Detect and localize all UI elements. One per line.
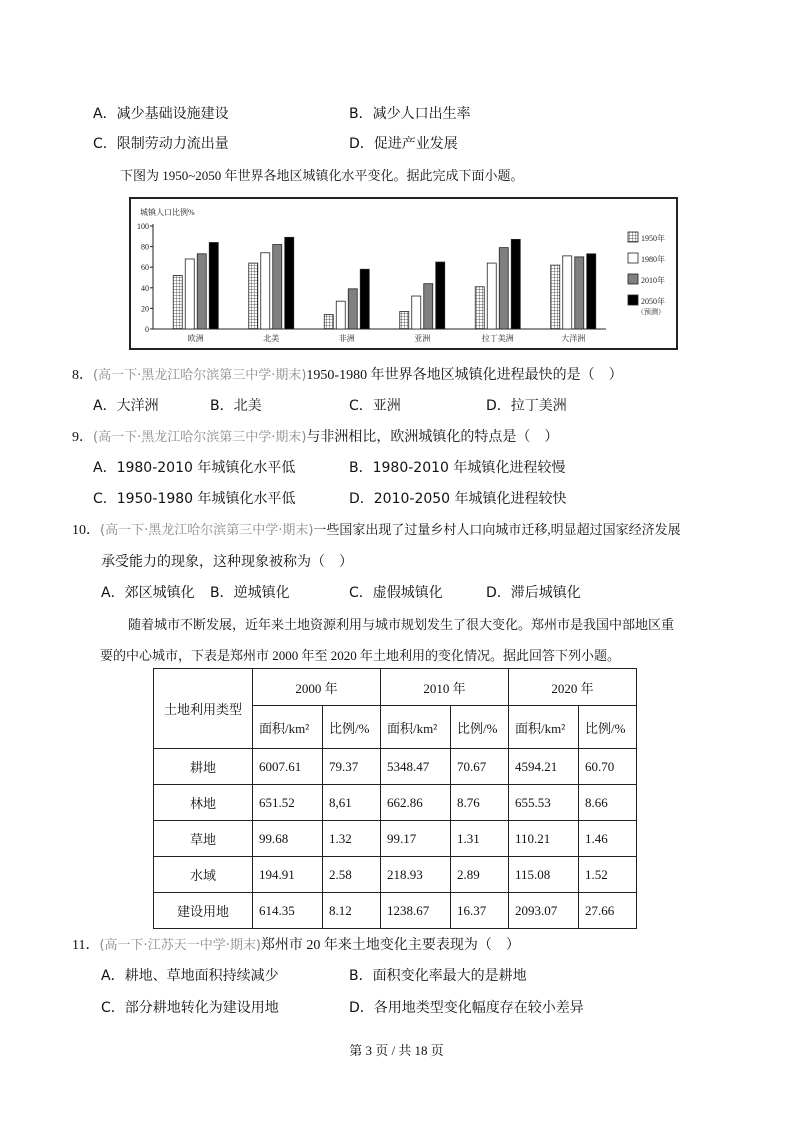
- bar: [551, 265, 560, 329]
- chart-intro: 下图为 1950~2050 年世界各地区城镇化水平变化。据此完成下面小题。: [120, 168, 524, 183]
- legend-label-note: （预测）: [637, 308, 665, 316]
- bar: [273, 245, 282, 329]
- q11-option-a: A．耕地、草地面积持续减少: [101, 968, 279, 984]
- bar: [487, 263, 496, 329]
- q7-option-b: B．减少人口出生率: [349, 106, 471, 122]
- question-11: [72, 934, 520, 954]
- table-cell: 651.52: [253, 785, 323, 821]
- table-cell: 8.12: [323, 893, 381, 929]
- y-tick-label: 40: [141, 283, 149, 293]
- table-cell: 5348.47: [381, 749, 451, 785]
- question-10: [72, 519, 681, 539]
- y-tick-label: 100: [137, 222, 149, 231]
- table-cell: 8.76: [451, 785, 509, 821]
- q8-number: 8．: [72, 368, 93, 383]
- passage-line-2: 要的中心城市，下表是郑州市 2000 年至 2020 年土地利用的变化情况。据此回答下列小题。: [100, 648, 621, 663]
- q9-text: 与非洲相比，欧洲城镇化的特点是（ ）: [306, 430, 559, 445]
- table-cell: 115.08: [509, 857, 579, 893]
- table-cell: 70.67: [451, 749, 509, 785]
- table-area-header: 面积/km²: [381, 706, 451, 749]
- table-cell: 8,61: [323, 785, 381, 821]
- q10-option-d: D．滞后城镇化: [486, 585, 581, 601]
- page-footer: 第 3 页 / 共 18 页: [349, 1043, 444, 1058]
- table-cell: 110.21: [509, 821, 579, 857]
- bar: [412, 296, 421, 329]
- bar: [511, 239, 520, 329]
- bar: [424, 284, 433, 329]
- q9-option-d: D．2010-2050 年城镇化进程较快: [349, 491, 567, 507]
- x-tick-label: 北美: [263, 334, 280, 343]
- legend-swatch: [628, 295, 638, 305]
- q9-number: 9．: [72, 430, 93, 445]
- table-ratio-header: 比例/%: [451, 706, 509, 749]
- q9-option-c: C．1950-1980 年城镇化水平低: [93, 491, 296, 507]
- legend-swatch: [628, 232, 638, 242]
- legend-swatch: [628, 253, 638, 263]
- bar: [209, 242, 218, 329]
- table-cell: 1.52: [579, 857, 637, 893]
- x-tick-label: 亚洲: [414, 334, 431, 343]
- bar: [249, 263, 258, 329]
- table-cell: 16.37: [451, 893, 509, 929]
- table-cell: 662.86: [381, 785, 451, 821]
- q10-source: (高一下·黑龙江哈尔滨第三中学·期末): [100, 523, 314, 538]
- bar: [285, 237, 294, 329]
- q8-option-d: D．拉丁美洲: [486, 398, 567, 414]
- table-cell: 99.68: [253, 821, 323, 857]
- q10-option-a: A．郊区城镇化: [101, 585, 195, 601]
- q11-text: 郑州市 20 年来土地变化主要表现为（ ）: [260, 938, 520, 953]
- q10-number: 10．: [72, 523, 100, 538]
- table-cell: 2093.07: [509, 893, 579, 929]
- legend-label: 1980年: [641, 255, 665, 264]
- q8-source: (高一下·黑龙江哈尔滨第三中学·期末): [93, 368, 307, 383]
- table-row: [154, 749, 637, 785]
- table-cell-type: 林地: [154, 785, 253, 821]
- table-ratio-header: 比例/%: [579, 706, 637, 749]
- legend-swatch: [628, 274, 638, 284]
- question-9: [72, 426, 558, 446]
- q10-text-1: 一些国家出现了过量乡村人口向城市迁移,明显超过国家经济发展: [313, 522, 681, 537]
- table-area-header: 面积/km²: [509, 706, 579, 749]
- table-cell: 218.93: [381, 857, 451, 893]
- table-cell-type: 耕地: [154, 749, 253, 785]
- x-tick-label: 非洲: [338, 334, 355, 343]
- legend-label: 2050年: [641, 297, 665, 306]
- table-cell: 194.91: [253, 857, 323, 893]
- table-cell: 6007.61: [253, 749, 323, 785]
- y-tick-label: 0: [145, 325, 149, 334]
- q9-source: (高一下·黑龙江哈尔滨第三中学·期末): [93, 430, 307, 445]
- table-row: [154, 785, 637, 821]
- passage-line-1: 随着城市不断发展，近年来土地资源利用与城市规划发生了很大变化。郑州市是我国中部地区重: [128, 617, 675, 632]
- bar: [575, 257, 584, 329]
- q11-option-c: C．部分耕地转化为建设用地: [101, 1000, 279, 1016]
- bar: [499, 248, 508, 329]
- q7-option-a: A．减少基础设施建设: [93, 106, 229, 122]
- x-tick-label: 欧洲: [187, 334, 204, 343]
- bar: [336, 301, 345, 329]
- table-year-header: 2010 年: [381, 669, 509, 706]
- bar-chart-svg: [131, 199, 676, 348]
- y-tick-label: 60: [141, 263, 149, 273]
- legend-label: 2010年: [641, 276, 665, 285]
- bar: [185, 259, 194, 329]
- table-year-header: 2000 年: [253, 669, 381, 706]
- bar: [475, 287, 484, 329]
- urbanization-chart: [129, 197, 678, 350]
- table-cell-type: 水域: [154, 857, 253, 893]
- q11-option-d: D．各用地类型变化幅度存在较小差异: [349, 1000, 584, 1016]
- table-type-header: 土地利用类型: [154, 669, 253, 749]
- q11-source: (高一下·江苏天一中学·期末): [99, 938, 261, 953]
- q8-option-b: B．北美: [210, 398, 262, 414]
- bar: [348, 289, 357, 329]
- q10-option-c: C．虚假城镇化: [349, 585, 443, 601]
- bar: [173, 275, 182, 329]
- legend-label: 1950年: [641, 234, 665, 243]
- land-use-table: [153, 668, 637, 929]
- table-cell: 2.58: [323, 857, 381, 893]
- x-tick-label: 拉丁美洲: [481, 334, 514, 343]
- x-tick-label: 大洋洲: [561, 334, 586, 343]
- table-cell: 614.35: [253, 893, 323, 929]
- table-year-header: 2020 年: [509, 669, 637, 706]
- table-cell: 1.32: [323, 821, 381, 857]
- table-cell: 60.70: [579, 749, 637, 785]
- q10-text-2: 承受能力的现象，这种现象被称为（ ）: [101, 555, 353, 570]
- q8-option-a: A．大洋洲: [93, 398, 159, 414]
- bar: [400, 311, 409, 329]
- bar: [563, 256, 572, 329]
- bar: [261, 253, 270, 329]
- table-cell: 79.37: [323, 749, 381, 785]
- y-tick-label: 20: [141, 304, 149, 314]
- table-cell: 27.66: [579, 893, 637, 929]
- table-header-row: [154, 669, 637, 706]
- q8-text: 1950-1980 年世界各地区城镇化进程最快的是（ ）: [306, 368, 623, 383]
- y-tick-label: 80: [141, 242, 149, 252]
- table-cell-type: 建设用地: [154, 893, 253, 929]
- chart-ylabel: 城镇人口比例%: [140, 208, 195, 217]
- table-area-header: 面积/km²: [253, 706, 323, 749]
- table-cell: 1238.67: [381, 893, 451, 929]
- question-8: [72, 364, 623, 384]
- q11-number: 11．: [72, 938, 100, 953]
- q9-option-b: B．1980-2010 年城镇化进程较慢: [349, 460, 566, 476]
- table-cell: 99.17: [381, 821, 451, 857]
- table-row: [154, 821, 637, 857]
- table-cell: 1.46: [579, 821, 637, 857]
- q7-option-d: D．促进产业发展: [349, 136, 458, 152]
- table-cell-type: 草地: [154, 821, 253, 857]
- table-row: [154, 857, 637, 893]
- bar: [324, 315, 333, 329]
- q8-option-c: C．亚洲: [349, 398, 401, 414]
- table-ratio-header: 比例/%: [323, 706, 381, 749]
- q9-option-a: A．1980-2010 年城镇化水平低: [93, 460, 296, 476]
- table-cell: 2.89: [451, 857, 509, 893]
- table-cell: 655.53: [509, 785, 579, 821]
- bar: [587, 254, 596, 329]
- bar: [360, 269, 369, 329]
- q7-option-c: C．限制劳动力流出量: [93, 136, 229, 152]
- table-row: [154, 893, 637, 929]
- table-cell: 8.66: [579, 785, 637, 821]
- table-cell: 4594.21: [509, 749, 579, 785]
- q11-option-b: B．面积变化率最大的是耕地: [349, 968, 527, 984]
- bar: [197, 254, 206, 329]
- table-cell: 1.31: [451, 821, 509, 857]
- q10-option-b: B．逆城镇化: [210, 585, 290, 601]
- bar: [436, 262, 445, 329]
